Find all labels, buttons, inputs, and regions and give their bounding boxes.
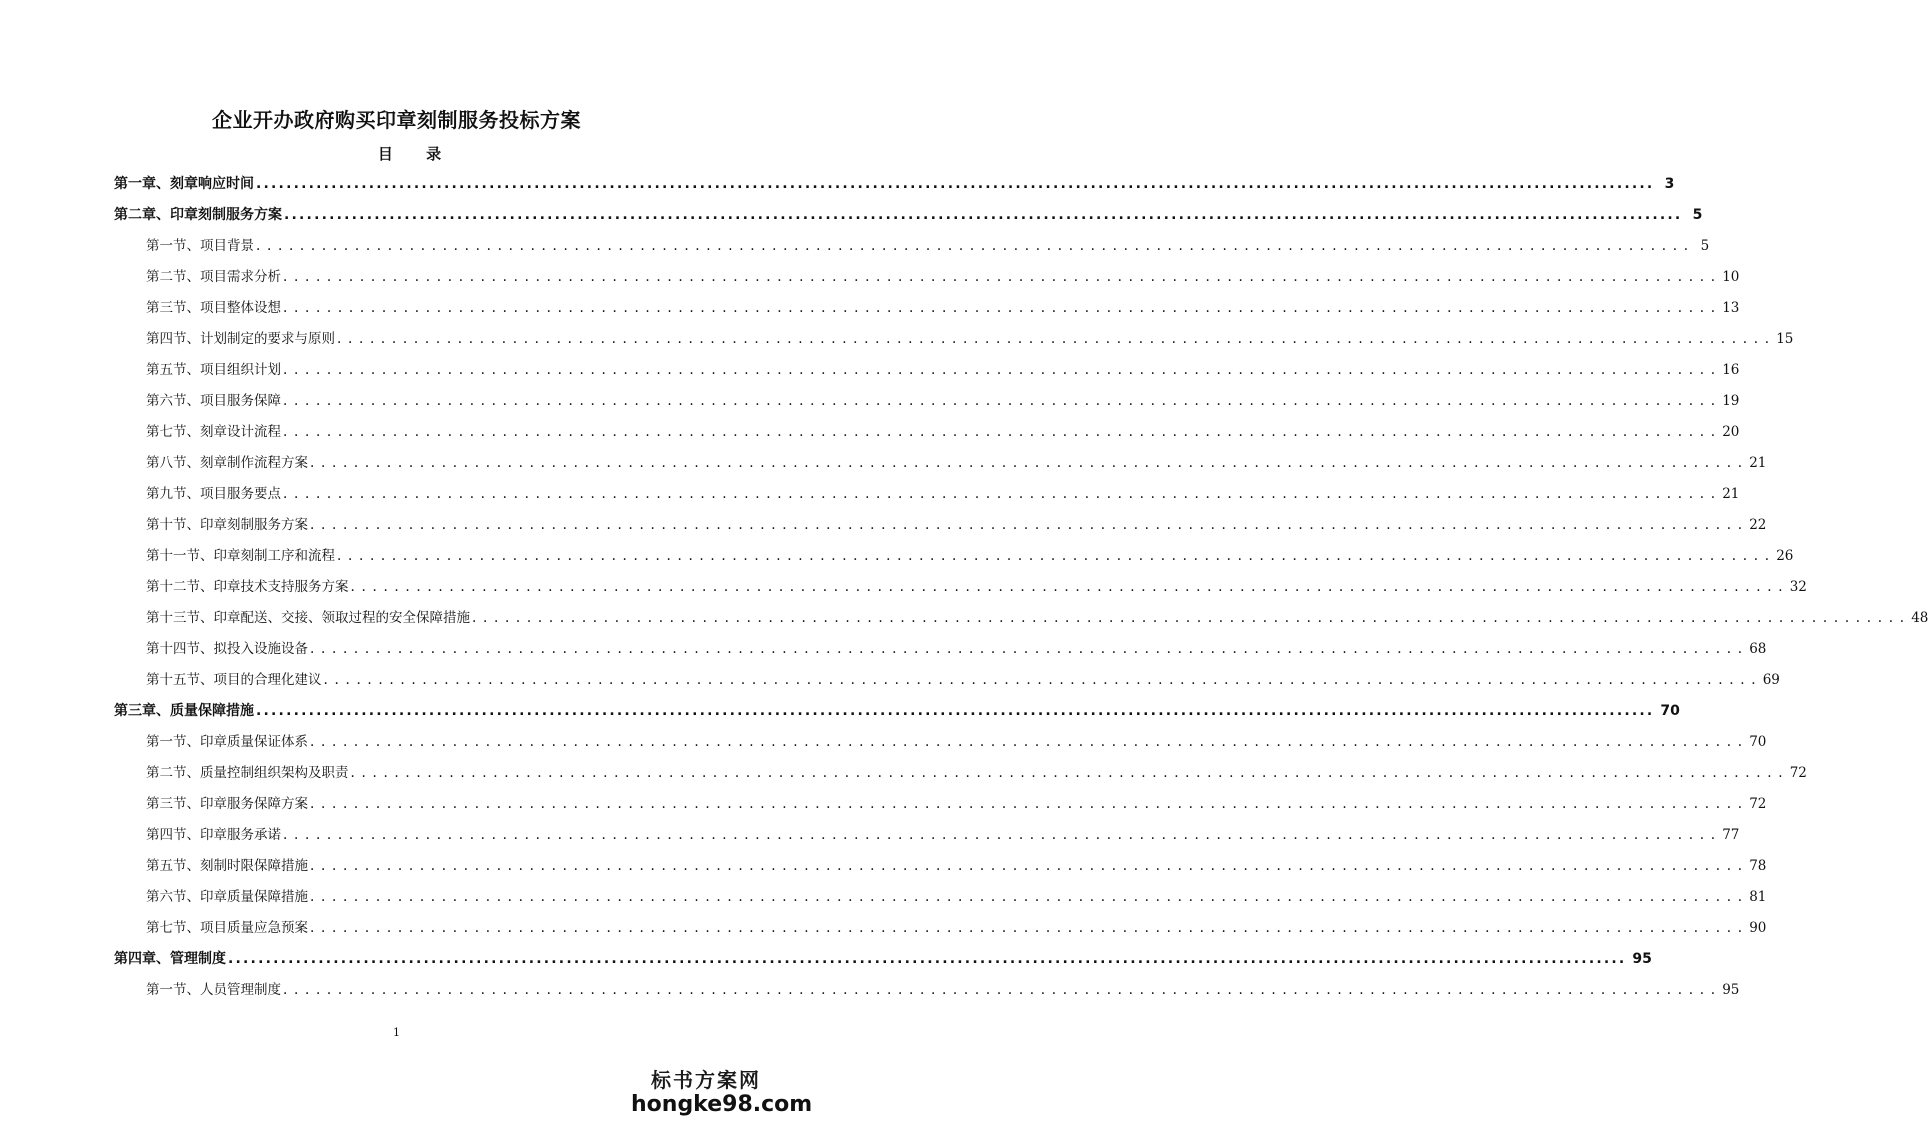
toc-dot-leader xyxy=(337,329,1770,349)
toc-entry-label: 第十五节、项目的合理化建议 xyxy=(146,672,322,688)
toc-section-entry[interactable] xyxy=(146,546,1794,566)
toc-section-entry[interactable] xyxy=(146,298,1740,318)
toc-entry-page: 20 xyxy=(1722,424,1740,440)
toc-section-entry[interactable] xyxy=(146,856,1767,876)
toc-dot-leader xyxy=(228,949,1626,969)
toc-entry-label: 第三章、质量保障措施 xyxy=(114,703,254,719)
toc-section-entry[interactable] xyxy=(146,980,1740,1000)
toc-chapter-entry[interactable] xyxy=(114,174,1675,194)
toc-entry-page: 69 xyxy=(1762,672,1780,688)
toc-entry-page: 26 xyxy=(1776,548,1794,564)
toc-entry-label: 第十三节、印章配送、交接、领取过程的安全保障措施 xyxy=(146,610,470,626)
toc-dot-leader xyxy=(472,608,1905,628)
toc-section-entry[interactable] xyxy=(146,577,1807,597)
toc-entry-page: 3 xyxy=(1664,176,1675,192)
watermark-logo xyxy=(631,1068,813,1118)
toc-entry-label: 第四章、管理制度 xyxy=(114,951,226,967)
toc-dot-leader xyxy=(324,670,1757,690)
toc-section-entry[interactable] xyxy=(146,422,1740,442)
toc-dot-leader xyxy=(351,763,1784,783)
toc-dot-leader xyxy=(256,236,1689,256)
toc-dot-leader xyxy=(310,887,1743,907)
toc-entry-page: 78 xyxy=(1749,858,1767,874)
toc-section-entry[interactable] xyxy=(146,484,1740,504)
toc-dot-leader xyxy=(337,546,1770,566)
toc-section-entry[interactable] xyxy=(146,329,1794,349)
toc-entry-label: 第一节、人员管理制度 xyxy=(146,982,281,998)
toc-dot-leader xyxy=(310,639,1743,659)
toc-entry-label: 第八节、刻章制作流程方案 xyxy=(146,455,308,471)
toc-entry-page: 81 xyxy=(1749,889,1767,905)
toc-section-entry[interactable] xyxy=(146,515,1767,535)
toc-entry-page: 70 xyxy=(1660,703,1680,719)
toc-dot-leader xyxy=(284,205,1682,225)
toc-dot-leader xyxy=(310,732,1743,752)
toc-chapter-entry[interactable] xyxy=(114,701,1680,721)
toc-dot-leader xyxy=(310,856,1743,876)
toc-dot-leader xyxy=(283,422,1716,442)
toc-entry-page: 68 xyxy=(1749,641,1767,657)
toc-section-entry[interactable] xyxy=(146,360,1740,380)
toc-entry-label: 第六节、印章质量保障措施 xyxy=(146,889,308,905)
toc-entry-page: 77 xyxy=(1722,827,1740,843)
page-number: 1 xyxy=(393,1026,400,1039)
toc-entry-label: 第五节、刻制时限保障措施 xyxy=(146,858,308,874)
toc-section-entry[interactable] xyxy=(146,794,1767,814)
toc-section-entry[interactable] xyxy=(146,825,1740,845)
toc-section-entry[interactable] xyxy=(146,267,1740,287)
toc-entry-page: 70 xyxy=(1749,734,1767,750)
toc-entry-label: 第七节、项目质量应急预案 xyxy=(146,920,308,936)
toc-entry-label: 第十节、印章刻制服务方案 xyxy=(146,517,308,533)
toc-entry-page: 19 xyxy=(1722,393,1740,409)
toc-dot-leader xyxy=(310,515,1743,535)
toc-entry-label: 第四节、印章服务承诺 xyxy=(146,827,281,843)
toc-entry-label: 第十四节、拟投入设施设备 xyxy=(146,641,308,657)
toc-entry-page: 5 xyxy=(1700,238,1710,254)
toc-entry-label: 第四节、计划制定的要求与原则 xyxy=(146,331,335,347)
watermark-name: 标书方案网 xyxy=(651,1068,761,1092)
toc-entry-label: 第七节、刻章设计流程 xyxy=(146,424,281,440)
toc-dot-leader xyxy=(283,298,1716,318)
toc-entry-label: 第十一节、印章刻制工序和流程 xyxy=(146,548,335,564)
toc-entry-page: 5 xyxy=(1692,207,1703,223)
toc-entry-label: 第一节、项目背景 xyxy=(146,238,254,254)
toc-entry-page: 13 xyxy=(1722,300,1740,316)
toc-dot-leader xyxy=(283,267,1716,287)
toc-dot-leader xyxy=(283,484,1716,504)
toc-entry-page: 48 xyxy=(1911,610,1928,626)
toc-entry-label: 第六节、项目服务保障 xyxy=(146,393,281,409)
toc-entry-label: 第三节、项目整体设想 xyxy=(146,300,281,316)
toc-section-entry[interactable] xyxy=(146,236,1710,256)
toc-entry-page: 72 xyxy=(1749,796,1767,812)
toc-entry-page: 21 xyxy=(1749,455,1767,471)
toc-entry-page: 95 xyxy=(1722,982,1740,998)
toc-dot-leader xyxy=(283,825,1716,845)
document-title: 企业开办政府购买印章刻制服务投标方案 xyxy=(212,108,581,132)
toc-dot-leader xyxy=(310,794,1743,814)
toc-entry-page: 72 xyxy=(1789,765,1807,781)
toc-entry-page: 10 xyxy=(1722,269,1740,285)
toc-entry-page: 15 xyxy=(1776,331,1794,347)
toc-entry-page: 21 xyxy=(1722,486,1740,502)
toc-entry-page: 90 xyxy=(1749,920,1767,936)
watermark-url: hongke98.com xyxy=(631,1092,813,1117)
toc-section-entry[interactable] xyxy=(146,763,1807,783)
toc-entry-page: 32 xyxy=(1789,579,1807,595)
toc-entry-label: 第五节、项目组织计划 xyxy=(146,362,281,378)
toc-section-entry[interactable] xyxy=(146,608,1928,628)
toc-entry-label: 第一节、印章质量保证体系 xyxy=(146,734,308,750)
toc-section-entry[interactable] xyxy=(146,887,1767,907)
toc-section-entry[interactable] xyxy=(146,453,1767,473)
toc-dot-leader xyxy=(283,391,1716,411)
toc-entry-label: 第三节、印章服务保障方案 xyxy=(146,796,308,812)
toc-dot-leader xyxy=(351,577,1784,597)
toc-entry-page: 22 xyxy=(1749,517,1767,533)
toc-entry-label: 第九节、项目服务要点 xyxy=(146,486,281,502)
toc-entry-label: 第一章、刻章响应时间 xyxy=(114,176,254,192)
toc-dot-leader xyxy=(310,918,1743,938)
toc-section-entry[interactable] xyxy=(146,732,1767,752)
toc-dot-leader xyxy=(256,174,1654,194)
toc-chapter-entry[interactable] xyxy=(114,949,1652,969)
toc-dot-leader xyxy=(256,701,1654,721)
toc-section-entry[interactable] xyxy=(146,670,1780,690)
toc-entry-label: 第二节、质量控制组织架构及职责 xyxy=(146,765,349,781)
toc-chapter-entry[interactable] xyxy=(114,205,1703,225)
toc-entry-label: 第二节、项目需求分析 xyxy=(146,269,281,285)
toc-dot-leader xyxy=(310,453,1743,473)
toc-entry-page: 16 xyxy=(1722,362,1740,378)
toc-entry-label: 第二章、印章刻制服务方案 xyxy=(114,207,282,223)
toc-dot-leader xyxy=(283,980,1716,1000)
toc-dot-leader xyxy=(283,360,1716,380)
toc-section-entry[interactable] xyxy=(146,639,1767,659)
toc-heading: 目 录 xyxy=(377,145,456,163)
toc-section-entry[interactable] xyxy=(146,391,1740,411)
toc-section-entry[interactable] xyxy=(146,918,1767,938)
toc-entry-page: 95 xyxy=(1632,951,1652,967)
toc-entry-label: 第十二节、印章技术支持服务方案 xyxy=(146,579,349,595)
